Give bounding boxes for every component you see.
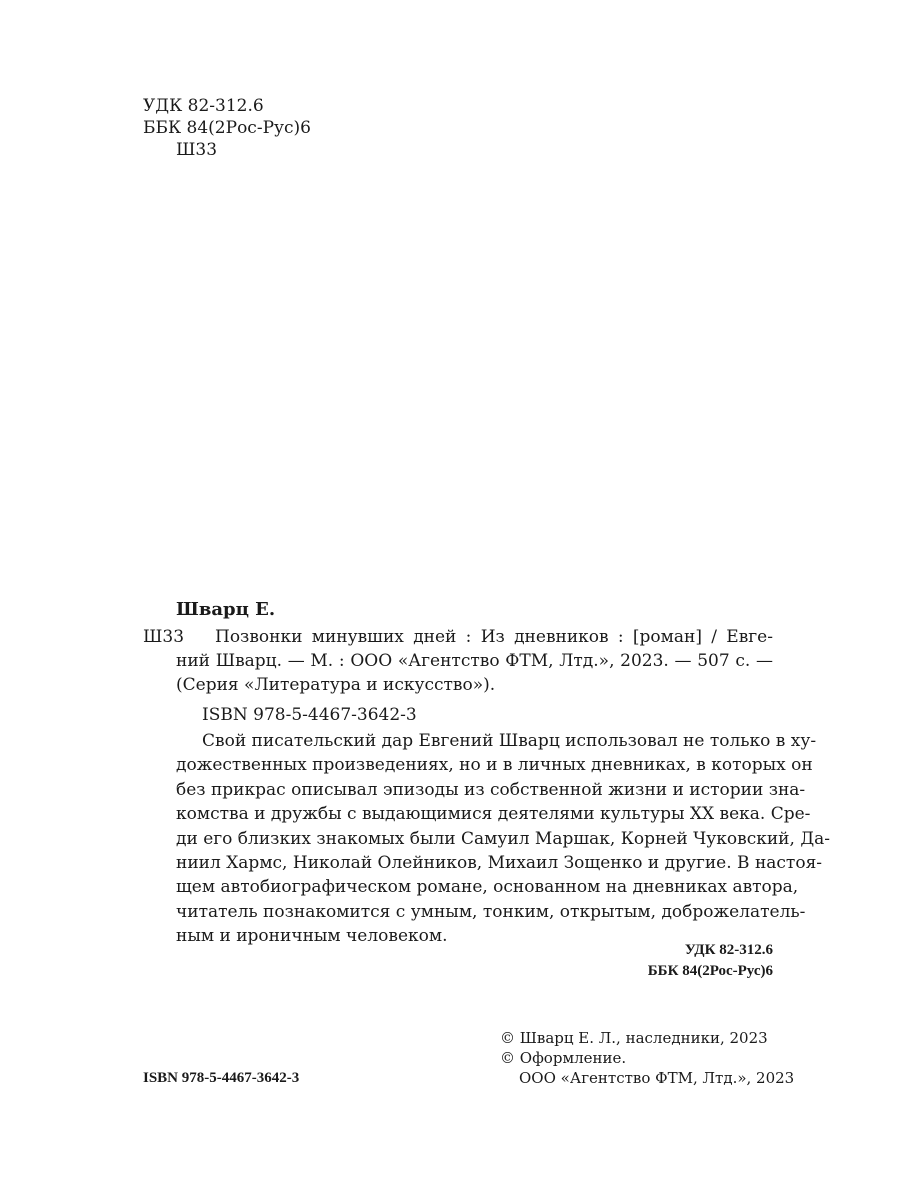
footer-bbk-code: ББК 84(2Рос-Рус)6 — [647, 963, 773, 979]
entry-description-line: (Серия «Литература и искусство»). — [176, 675, 496, 695]
annotation-line: Свой писательский дар Евгений Шварц использовал не только в ху- — [202, 731, 817, 751]
footer-isbn: ISBN 978-5-4467-3642-3 — [143, 1070, 300, 1086]
entry-description-line: ний Шварц. — М. : ООО «Агентство ФТМ, Лтд.», 2023. — 507 с. — — [176, 651, 773, 671]
copyright-line: ООО «Агентство ФТМ, Лтд.», 2023 — [519, 1069, 795, 1087]
entry-isbn: ISBN 978-5-4467-3642-3 — [202, 705, 417, 725]
annotation-line: ниил Хармс, Николай Олейников, Михаил Зощенко и другие. В настоя- — [176, 853, 823, 874]
annotation — [176, 729, 831, 949]
footer-udk-code: УДК 82-312.6 — [684, 942, 773, 958]
annotation-line: комства и дружбы с выдающимися деятелями культуры XX века. Сре- — [176, 804, 811, 825]
annotation-line: без прикрас описывал эпизоды из собственной жизни и истории зна- — [176, 779, 806, 800]
entry-catalog-sign: Ш33 — [143, 627, 185, 647]
entry-author: Шварц Е. — [176, 599, 276, 620]
annotation-line: ным и ироничным человеком. — [176, 926, 448, 947]
author-sign: Ш33 — [176, 140, 218, 160]
entry-description-line: Позвонки минувших дней : Из дневников : [роман] / Евге- — [215, 627, 773, 647]
annotation-line: ди его близких знакомых были Самуил Маршак, Корней Чуковский, Да- — [176, 828, 831, 849]
copyright-line: © Шварц Е. Л., наследники, 2023 — [500, 1029, 768, 1047]
copyright-line: © Оформление. — [500, 1049, 627, 1067]
annotation-line: читатель познакомится с умным, тонким, открытым, доброжелатель- — [176, 901, 806, 922]
bbk-code: ББК 84(2Рос-Рус)6 — [143, 118, 311, 138]
udk-code: УДК 82-312.6 — [143, 96, 264, 116]
annotation-line: щем автобиографическом романе, основанном на дневниках автора, — [176, 877, 799, 898]
annotation-line: дожественных произведениях, но и в личных дневниках, в которых он — [176, 755, 813, 776]
